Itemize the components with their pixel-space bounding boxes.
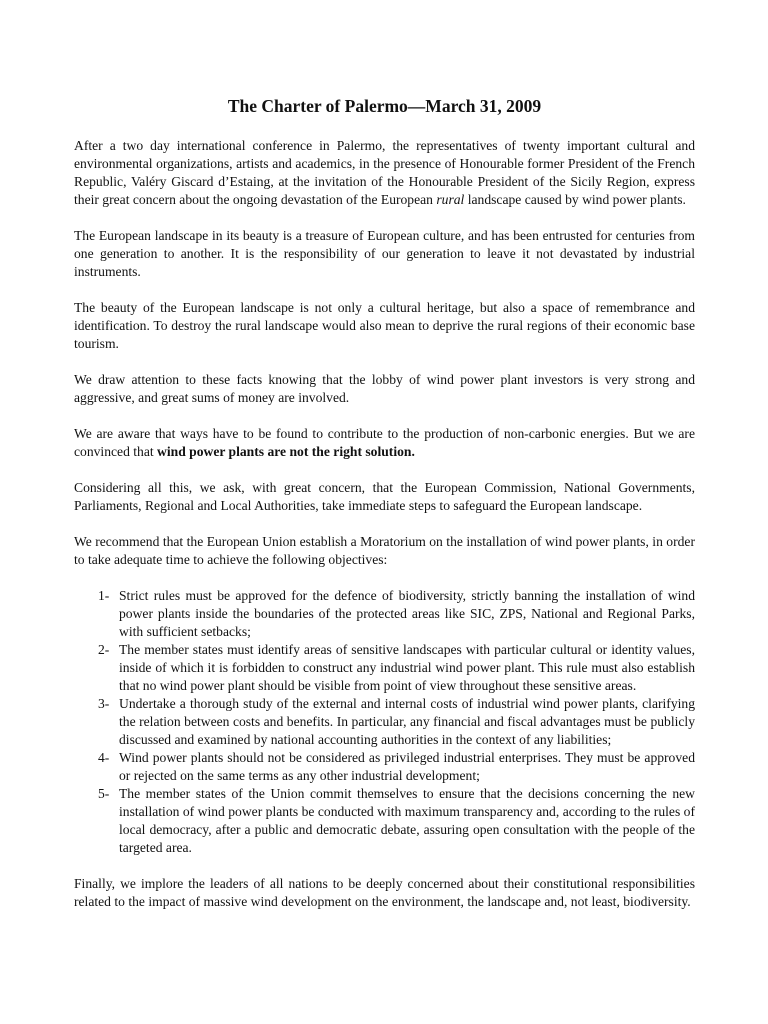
closing-paragraph: Finally, we implore the leaders of all nations to be deeply concerned about their constitutional responsibilities related to the impact of massive wind development on the environment, the landscape and, not least, biodiversity. bbox=[74, 876, 695, 909]
list-item-text: Wind power plants should not be considered as privileged industrial enterprises. They must be approved or rejected on the same terms as any other industrial development; bbox=[119, 750, 695, 783]
paragraph-lobby: We draw attention to these facts knowing that the lobby of wind power plant investors is very strong and aggressive, and great sums of money are involved. bbox=[74, 372, 695, 405]
intro-text-start: After a two day international conference in Palermo, the representatives of twenty important cultural and environmental organizations, artists and academics, in the presence of Honourable former President of the French Republic, Valéry Giscard d’Estaing, at the invitation of the Honourable President of the Sicily Region, express their great concern about the ongoing devastation of the European bbox=[74, 138, 695, 207]
paragraph-request: Considering all this, we ask, with great concern, that the European Commission, National Governments, Parliaments, Regional and Local Authorities, take immediate steps to safeguard the European landscape. bbox=[74, 480, 695, 513]
list-item bbox=[74, 749, 695, 785]
list-item bbox=[74, 695, 695, 749]
intro-italic-word: rural bbox=[436, 192, 465, 207]
list-item-text: Undertake a thorough study of the external and internal costs of industrial wind power plants, clarifying the relation between costs and benefits. In particular, any financial and fiscal advantages must be publicly discussed and examined by national accounting authorities in the context of any liabilities; bbox=[119, 696, 695, 747]
list-item-number: 2- bbox=[98, 642, 110, 657]
intro-text-end: landscape caused by wind power plants. bbox=[464, 192, 686, 207]
list-item-number: 1- bbox=[98, 588, 110, 603]
document-title: The Charter of Palermo—March 31, 2009 bbox=[227, 96, 542, 116]
list-item bbox=[74, 587, 695, 641]
list-item-number: 3- bbox=[98, 696, 110, 711]
paragraph-moratorium: We recommend that the European Union establish a Moratorium on the installation of wind power plants, in order to take adequate time to achieve the following objectives: bbox=[74, 534, 695, 567]
list-item-text: The member states of the Union commit themselves to ensure that the decisions concerning the new installation of wind power plants be conducted with maximum transparency and, according to the rules of local democracy, after a public and democratic debate, assuring open consultation with the people of the targeted area. bbox=[119, 786, 695, 855]
list-item bbox=[74, 785, 695, 857]
list-item-number: 5- bbox=[98, 786, 110, 801]
list-item-text: Strict rules must be approved for the defence of biodiversity, strictly banning the installation of wind power plants inside the boundaries of the protected areas like SIC, ZPS, National and Regional Parks, with sufficient setbacks; bbox=[119, 588, 695, 639]
paragraph-landscape-treasure: The European landscape in its beauty is a treasure of European culture, and has been entrusted for centuries from one generation to another. It is the responsibility of our generation to leave it not devastated by industrial instruments. bbox=[74, 228, 695, 279]
objectives-list bbox=[74, 587, 695, 857]
document-page bbox=[74, 0, 695, 911]
list-item bbox=[74, 641, 695, 695]
paragraph-non-carbonic-text: We are aware that ways have to be found to contribute to the production of non-carbonic energies. But we are convinced that bbox=[74, 426, 695, 459]
list-item-number: 4- bbox=[98, 750, 110, 765]
list-item-text: The member states must identify areas of sensitive landscapes with particular cultural or identity values, inside of which it is forbidden to construct any industrial wind power plant. This rule must also establish that no wind power plant should be visible from point of view throughout these sensitive areas. bbox=[119, 642, 695, 693]
paragraph-non-carbonic bbox=[74, 425, 695, 461]
paragraph-non-carbonic-bold: wind power plants are not the right solution. bbox=[157, 444, 415, 459]
intro-paragraph bbox=[74, 137, 695, 209]
paragraph-landscape-beauty: The beauty of the European landscape is not only a cultural heritage, but also a space of remembrance and identification. To destroy the rural landscape would also mean to deprive the rural regions of their economic base tourism. bbox=[74, 300, 695, 351]
